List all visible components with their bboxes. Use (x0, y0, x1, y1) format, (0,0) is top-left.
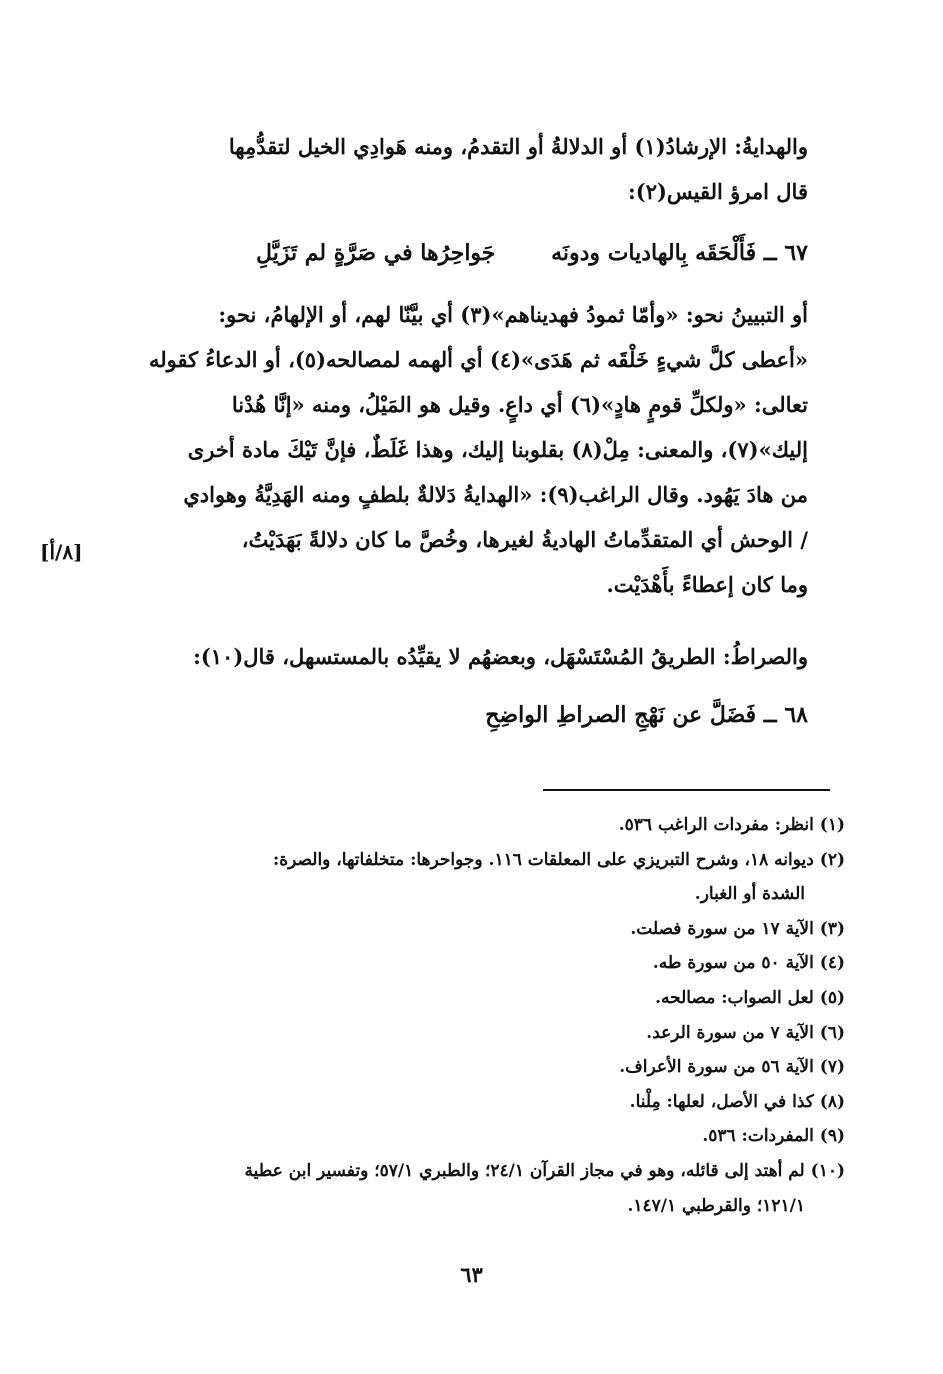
text-line: والهدايةُ: الإرشادُ(١) أو الدلالةُ أو التقدمُ، ومنه هَوادِي الخيل لتقدُّمِها (228, 134, 808, 159)
footnote-10: (١٠) لم أهتد إلى قائله، وهو في مجاز القرآن ٢٤/١؛ والطبري ٥٧/١؛ وتفسير ابن عطية (244, 1160, 845, 1181)
text-line: وما كان إعطاءً بأَهْدَيْت. (606, 572, 808, 597)
paragraph-sirat (140, 634, 808, 679)
verse-number: ٦٨ ــ (763, 702, 808, 728)
text-line: من هادَ يَهُود. وقال الراغب(٩): «الهدايةُ دَلالةٌ بلطفٍ ومنه الهَدِيَّةُ وهوادي (183, 482, 808, 507)
text-line: والصراطُ: الطريقُ المُسْتَسْهَل، وبعضهُم لا يقيِّدُه بالمستسهل، قال(١٠): (193, 644, 808, 669)
footnote-5: (٥) لعل الصواب: مصالحه. (655, 987, 845, 1008)
verse-second-hemistich: جَواحِرُها في صَرَّةٍ لم تَزَيَّلِ (256, 240, 496, 266)
footnote-2: (٢) ديوانه ١٨، وشرح التبريزي على المعلقات ١١٦. وجواحرها: متخلفاتها، والصرة: (272, 849, 845, 870)
text-line: «أعطى كلَّ شيءٍ خَلْقَه ثم هَدَى»(٤) أي ألهمه لمصالحه(٥)، أو الدعاءُ كقوله (148, 347, 808, 372)
footnote-8: (٨) كذا في الأصل، لعلها: مِلْنا. (629, 1091, 845, 1112)
verse-68 (140, 692, 808, 738)
folio-marker: [٨/أ] (40, 540, 83, 564)
verse-first-hemistich: فَأَلْحَقَه بِالهاديات ودونَه (551, 240, 757, 266)
footnote-9: (٩) المفردات: ٥٣٦. (702, 1126, 845, 1147)
verse-number: ٦٧ ــ (763, 240, 808, 266)
footnote-6: (٦) الآية ٧ من سورة الرعد. (646, 1022, 845, 1043)
verse-67 (140, 230, 808, 276)
text-line: إليك»(٧)، والمعنى: مِلْ(٨) بقلوبنا إليك، وهذا غَلَطٌ، فإنَّ تَيْكَ مادة أخرى (187, 437, 808, 462)
footnotes (140, 808, 845, 1223)
footnote-7: (٧) الآية ٥٦ من سورة الأعراف. (619, 1057, 845, 1078)
verse-text: فَضَلَّ عن نَهْجِ الصراطِ الواضِحِ (485, 702, 757, 728)
footnote-3: (٣) الآية ١٧ من سورة فصلت. (630, 918, 845, 939)
paragraph-tabyin (140, 292, 808, 607)
footnote-1: (١) انظر: مفردات الراغب ٥٣٦. (618, 815, 845, 835)
footnote-2-continuation: الشدة أو الغبار. (694, 884, 805, 905)
footnote-separator (543, 789, 830, 791)
text-line: / الوحش أي المتقدِّماتُ الهاديةُ لغيرها، وخُصَّ ما كان دلالةً بَهَدَيْتُ، (241, 527, 808, 552)
page-number: ٦٣ (460, 1262, 483, 1287)
paragraph-hidaya (140, 124, 808, 214)
text-line: أو التبيينُ نحو: «وأمّا ثمودُ فهديناهم»(٣) أي بيَّنّا لهم، أو الإلهامُ، نحو: (218, 302, 808, 327)
text-line: قال امرؤ القيس(٢): (627, 179, 808, 204)
footnote-10-continuation: ١٢١/١؛ والقرطبي ١٤٧/١. (627, 1195, 805, 1216)
text-line: تعالى: «ولكلِّ قومٍ هادٍ»(٦) أي داعٍ. وقيل هو المَيْلُ، ومنه «إنَّا هُدْنا (231, 392, 808, 417)
footnote-4: (٤) الآية ٥٠ من سورة طه. (652, 953, 845, 974)
